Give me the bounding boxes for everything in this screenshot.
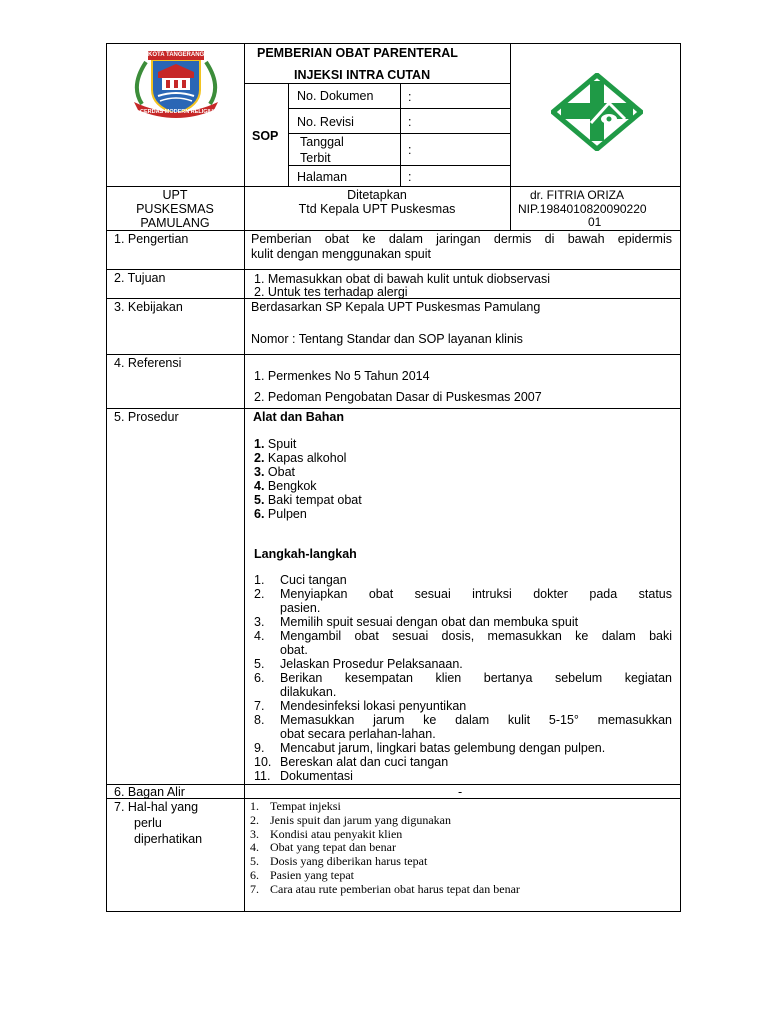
list-item — [254, 437, 362, 451]
hal-label-line2: perlu — [134, 816, 162, 830]
sop-title-line1: PEMBERIAN OBAT PARENTERAL — [257, 46, 458, 60]
pengertian-line2: kulit dengan menggunakan spuit — [251, 247, 431, 261]
list-item — [254, 769, 672, 783]
langkah-list — [254, 573, 672, 783]
list-item-number: 3. — [254, 465, 265, 479]
list-item-number: 1. — [250, 799, 259, 813]
issue-date-label: Tanggal — [300, 135, 344, 149]
table-border-right — [680, 43, 681, 912]
list-item — [254, 657, 672, 671]
logo-text: KOTA TANGERANG SELATAN — [148, 52, 234, 58]
kebijakan-label: 3. Kebijakan — [114, 300, 183, 314]
alat-title: Alat dan Bahan — [253, 410, 344, 424]
list-item — [254, 587, 672, 615]
list-item — [254, 451, 362, 465]
doctor-nip-line1: NIP.1984010820090220 — [518, 202, 647, 216]
list-item — [250, 869, 520, 883]
pengertian-label: 1. Pengertian — [114, 232, 189, 246]
doctor-name: dr. FITRIA ORIZA — [530, 188, 625, 202]
bagan-value: - — [458, 785, 463, 799]
list-item-number: 7. — [250, 881, 259, 896]
list-item — [254, 755, 672, 769]
unit-name-line3: PAMULANG — [140, 216, 210, 230]
page-count-value: : — [408, 170, 412, 184]
list-item-number: 4. — [254, 479, 265, 493]
list-item — [254, 713, 672, 741]
referensi-label: 4. Referensi — [114, 356, 182, 370]
list-item-number: 1. — [254, 573, 265, 587]
revision-label: No. Revisi — [297, 115, 354, 129]
sop-title-line2: INJEKSI INTRA CUTAN — [294, 68, 431, 82]
row-divider-tgl — [288, 165, 510, 166]
list-item — [254, 493, 362, 507]
row-divider-dok — [288, 108, 510, 109]
row-divider-sign — [106, 230, 681, 231]
list-item-text: Memilih spuit sesuai dengan obat dan membuka spuit — [280, 615, 579, 629]
table-border-bottom — [106, 911, 681, 912]
list-item — [254, 465, 362, 479]
list-item-text: Obat — [264, 465, 296, 479]
doc-number-value: : — [408, 90, 412, 104]
list-item — [250, 841, 520, 855]
list-item-number: 5. — [250, 854, 259, 869]
list-item-text: Berikan kesempatan klien bertanya sebelum kegiatan — [280, 671, 672, 685]
list-item — [250, 800, 520, 814]
list-item-text: Dosis yang diberikan harus tepat — [270, 854, 428, 869]
sop-label: SOP — [252, 129, 279, 143]
col-divider-sop — [288, 83, 289, 186]
ttd-kepala-text: Ttd Kepala UPT Puskesmas — [298, 202, 456, 216]
row-divider-header — [106, 186, 681, 187]
list-item-text: Kondisi atau penyakit klien — [270, 826, 403, 841]
list-item-number: 4. — [250, 840, 259, 855]
list-item-text: Menyiapkan obat sesuai intruksi dokter pada status — [280, 587, 672, 601]
list-item-number: 9. — [254, 741, 265, 755]
list-item-text-cont: pasien. — [280, 601, 321, 615]
list-item-text: Pasien yang tepat — [270, 867, 354, 882]
list-item-text-cont: obat secara perlahan-lahan. — [280, 727, 436, 741]
list-item-number: 5. — [254, 657, 265, 671]
list-item-text: Obat yang tepat dan benar — [270, 840, 396, 855]
list-item-text: Kapas alkohol — [264, 451, 347, 465]
list-item — [250, 883, 520, 897]
list-item-text: Cuci tangan — [280, 573, 347, 587]
row-divider-kebijakan — [106, 354, 681, 355]
kemenkes-logo-icon — [551, 73, 643, 151]
prosedur-label: 5. Prosedur — [114, 410, 179, 424]
list-item — [254, 741, 672, 755]
list-item-number: 8. — [254, 713, 265, 727]
list-item — [254, 671, 672, 699]
tujuan-item-2: 2. Untuk tes terhadap alergi — [254, 285, 408, 299]
hal-label-line1: 7. Hal-hal yang — [114, 800, 199, 814]
list-item-number: 2. — [254, 587, 265, 601]
referensi-item-2: 2. Pedoman Pengobatan Dasar di Puskesmas 2007 — [254, 390, 542, 404]
list-item-text: Pulpen — [264, 507, 307, 521]
list-item — [254, 615, 672, 629]
list-item-number: 3. — [250, 826, 259, 841]
list-item-text: Baki tempat obat — [264, 493, 362, 507]
unit-name-line2: PUSKESMAS — [136, 202, 214, 216]
logo-motto: CERDAS MODERN RELIGIUS — [140, 109, 217, 115]
row-divider-prosedur — [106, 784, 681, 785]
list-item-text-cont: dilakukan. — [280, 685, 337, 699]
col-divider-2-top — [510, 43, 511, 230]
list-item-number: 2. — [250, 812, 259, 827]
list-item-text: Bereskan alat dan cuci tangan — [280, 755, 449, 769]
hal-list — [250, 800, 520, 897]
referensi-item-1: 1. Permenkes No 5 Tahun 2014 — [254, 369, 430, 383]
bagan-label: 6. Bagan Alir — [114, 785, 185, 799]
list-item-text: Jenis spuit dan jarum yang digunakan — [270, 812, 451, 827]
hal-label-line3: diperhatikan — [134, 832, 203, 846]
row-divider-referensi — [106, 408, 681, 409]
row-divider-bagan — [106, 798, 681, 799]
row-divider-pengertian — [106, 269, 681, 270]
list-item-number: 2. — [254, 451, 265, 465]
ditetapkan-text: Ditetapkan — [347, 188, 407, 202]
list-item-text: Mengambil obat sesuai dosis, memasukkan ke dalam baki — [280, 629, 672, 643]
list-item-text: Mencabut jarum, lingkari batas gelembung dengan pulpen. — [280, 741, 606, 755]
doctor-nip-line2: 01 — [588, 215, 602, 229]
list-item-number: 3. — [254, 615, 265, 629]
list-item-text: Mendesinfeksi lokasi penyuntikan — [280, 699, 467, 713]
table-border-left — [106, 43, 107, 912]
langkah-title: Langkah-langkah — [254, 547, 357, 561]
list-item-number: 6. — [254, 671, 265, 685]
col-divider-1 — [244, 43, 245, 912]
list-item-number: 11. — [254, 769, 271, 783]
issue-date-label2: Terbit — [300, 151, 331, 165]
list-item — [250, 814, 520, 828]
list-item-text: Bengkok — [264, 479, 317, 493]
page-count-label: Halaman — [297, 170, 348, 184]
list-item — [254, 573, 672, 587]
list-item-text: Jelaskan Prosedur Pelaksanaan. — [280, 657, 463, 671]
doc-number-label: No. Dokumen — [297, 89, 374, 103]
list-item — [250, 828, 520, 842]
kebijakan-line1: Berdasarkan SP Kepala UPT Puskesmas Pamulang — [251, 300, 541, 314]
list-item-text-cont: obat. — [280, 643, 308, 657]
list-item — [254, 507, 362, 521]
list-item-number: 10. — [254, 755, 272, 769]
list-item-number: 4. — [254, 629, 265, 643]
list-item-number: 5. — [254, 493, 265, 507]
list-item-number: 7. — [254, 699, 265, 713]
alat-list — [254, 437, 362, 521]
list-item-text: Dokumentasi — [280, 769, 353, 783]
row-divider-rev — [288, 133, 510, 134]
list-item-number: 6. — [250, 867, 259, 882]
unit-name-line1: UPT — [162, 188, 188, 202]
tujuan-item-1: 1. Memasukkan obat di bawah kulit untuk diobservasi — [254, 272, 550, 286]
row-divider-title — [244, 83, 510, 84]
list-item — [254, 479, 362, 493]
list-item — [250, 855, 520, 869]
kebijakan-line2: Nomor : Tentang Standar dan SOP layanan klinis — [251, 332, 523, 346]
list-item-text: Cara atau rute pemberian obat harus tepat dan benar — [270, 881, 520, 896]
list-item-number: 1. — [254, 437, 265, 451]
revision-value: : — [408, 115, 412, 129]
list-item-text: Spuit — [264, 437, 297, 451]
list-item — [254, 629, 672, 657]
list-item-text: Tempat injeksi — [270, 799, 341, 813]
table-border-top — [106, 43, 681, 44]
issue-date-value: : — [408, 143, 412, 157]
tujuan-label: 2. Tujuan — [114, 271, 166, 285]
list-item — [254, 699, 672, 713]
list-item-number: 6. — [254, 507, 265, 521]
pengertian-line1: Pemberian obat ke dalam jaringan dermis di bawah epidermis — [251, 232, 672, 246]
col-divider-colon — [400, 83, 401, 186]
list-item-text: Memasukkan jarum ke dalam kulit 5-15° memasukkan — [280, 713, 672, 727]
